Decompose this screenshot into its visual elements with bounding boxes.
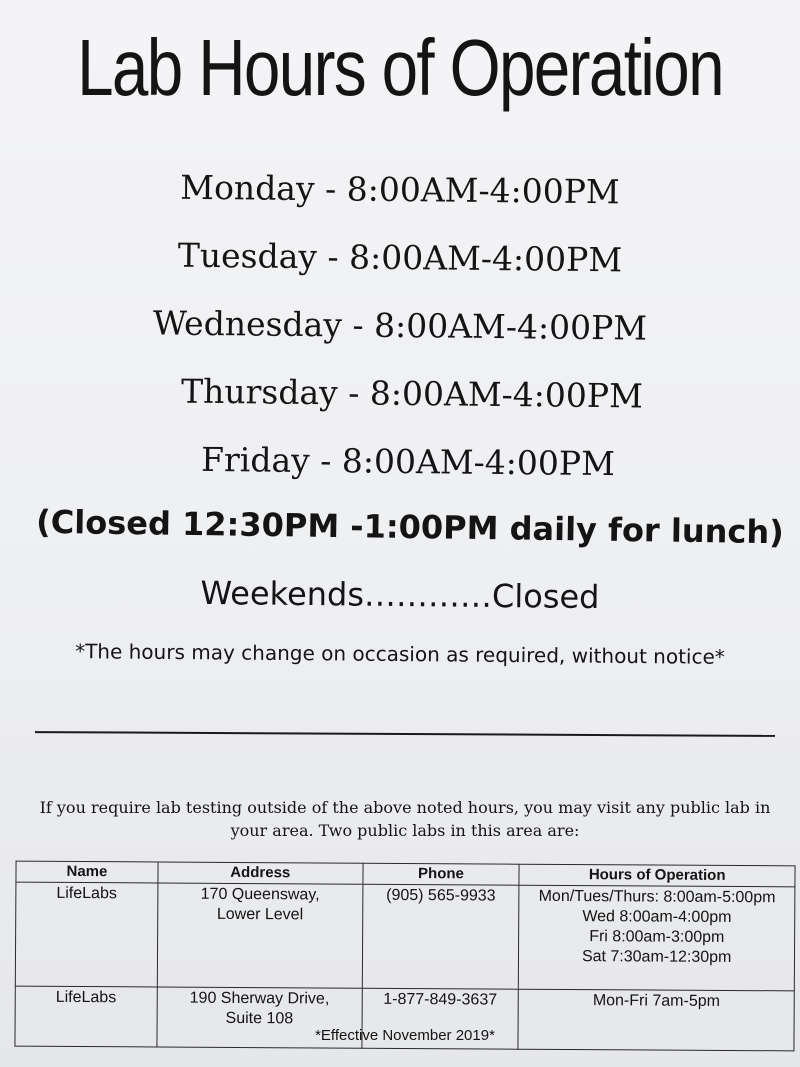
effective-date: *Effective November 2019*	[315, 1027, 495, 1044]
header-name: Name	[16, 861, 158, 883]
page-title: Lab Hours of Operation	[77, 23, 723, 112]
lab-name: LifeLabs	[15, 986, 157, 1047]
weekends-closed: Weekends…………Closed	[200, 573, 600, 617]
friday-hours: Friday - 8:00AM-4:00PM	[200, 439, 616, 484]
address-line: 190 Sherway Drive,	[189, 989, 330, 1008]
lunch-closure-note: (Closed 12:30PM -1:00PM daily for lunch)	[35, 502, 785, 552]
tuesday-hours: Tuesday - 8:00AM-4:00PM	[177, 235, 623, 280]
thursday-hours: Thursday - 8:00AM-4:00PM	[180, 371, 644, 416]
header-phone: Phone	[363, 863, 520, 885]
lab-hours	[519, 885, 795, 991]
public-labs-table	[14, 861, 795, 1052]
table-row	[15, 882, 795, 991]
header-address: Address	[158, 862, 363, 884]
lab-address	[157, 883, 362, 988]
address-line: Lower Level	[216, 905, 304, 924]
lab-name: LifeLabs	[15, 882, 158, 987]
hours-line: Fri 8:00am-3:00pm	[589, 928, 725, 946]
public-labs-intro: If you require lab testing outside of the above noted hours, you may visit any public lab in your area. Two public labs in this area are:	[39, 798, 771, 840]
wednesday-hours: Wednesday - 8:00AM-4:00PM	[152, 303, 648, 348]
hours-change-notice: *The hours may change on occasion as required, without notice*	[75, 639, 725, 669]
hours-line: Wed 8:00am-4:00pm	[582, 908, 732, 926]
lab-phone: 1-877-849-3637	[362, 988, 519, 1049]
address-line: 170 Queensway,	[200, 885, 320, 904]
monday-hours: Monday - 8:00AM-4:00PM	[180, 167, 620, 212]
lab-phone: (905) 565-9933	[362, 884, 519, 989]
header-hours: Hours of Operation	[519, 864, 795, 887]
address-line: Suite 108	[225, 1009, 294, 1028]
hours-line: Sat 7:30am-12:30pm	[581, 948, 732, 966]
hours-line: Mon-Fri 7am-5pm	[592, 992, 721, 1010]
hours-line: Mon/Tues/Thurs: 8:00am-5:00pm	[538, 887, 776, 907]
